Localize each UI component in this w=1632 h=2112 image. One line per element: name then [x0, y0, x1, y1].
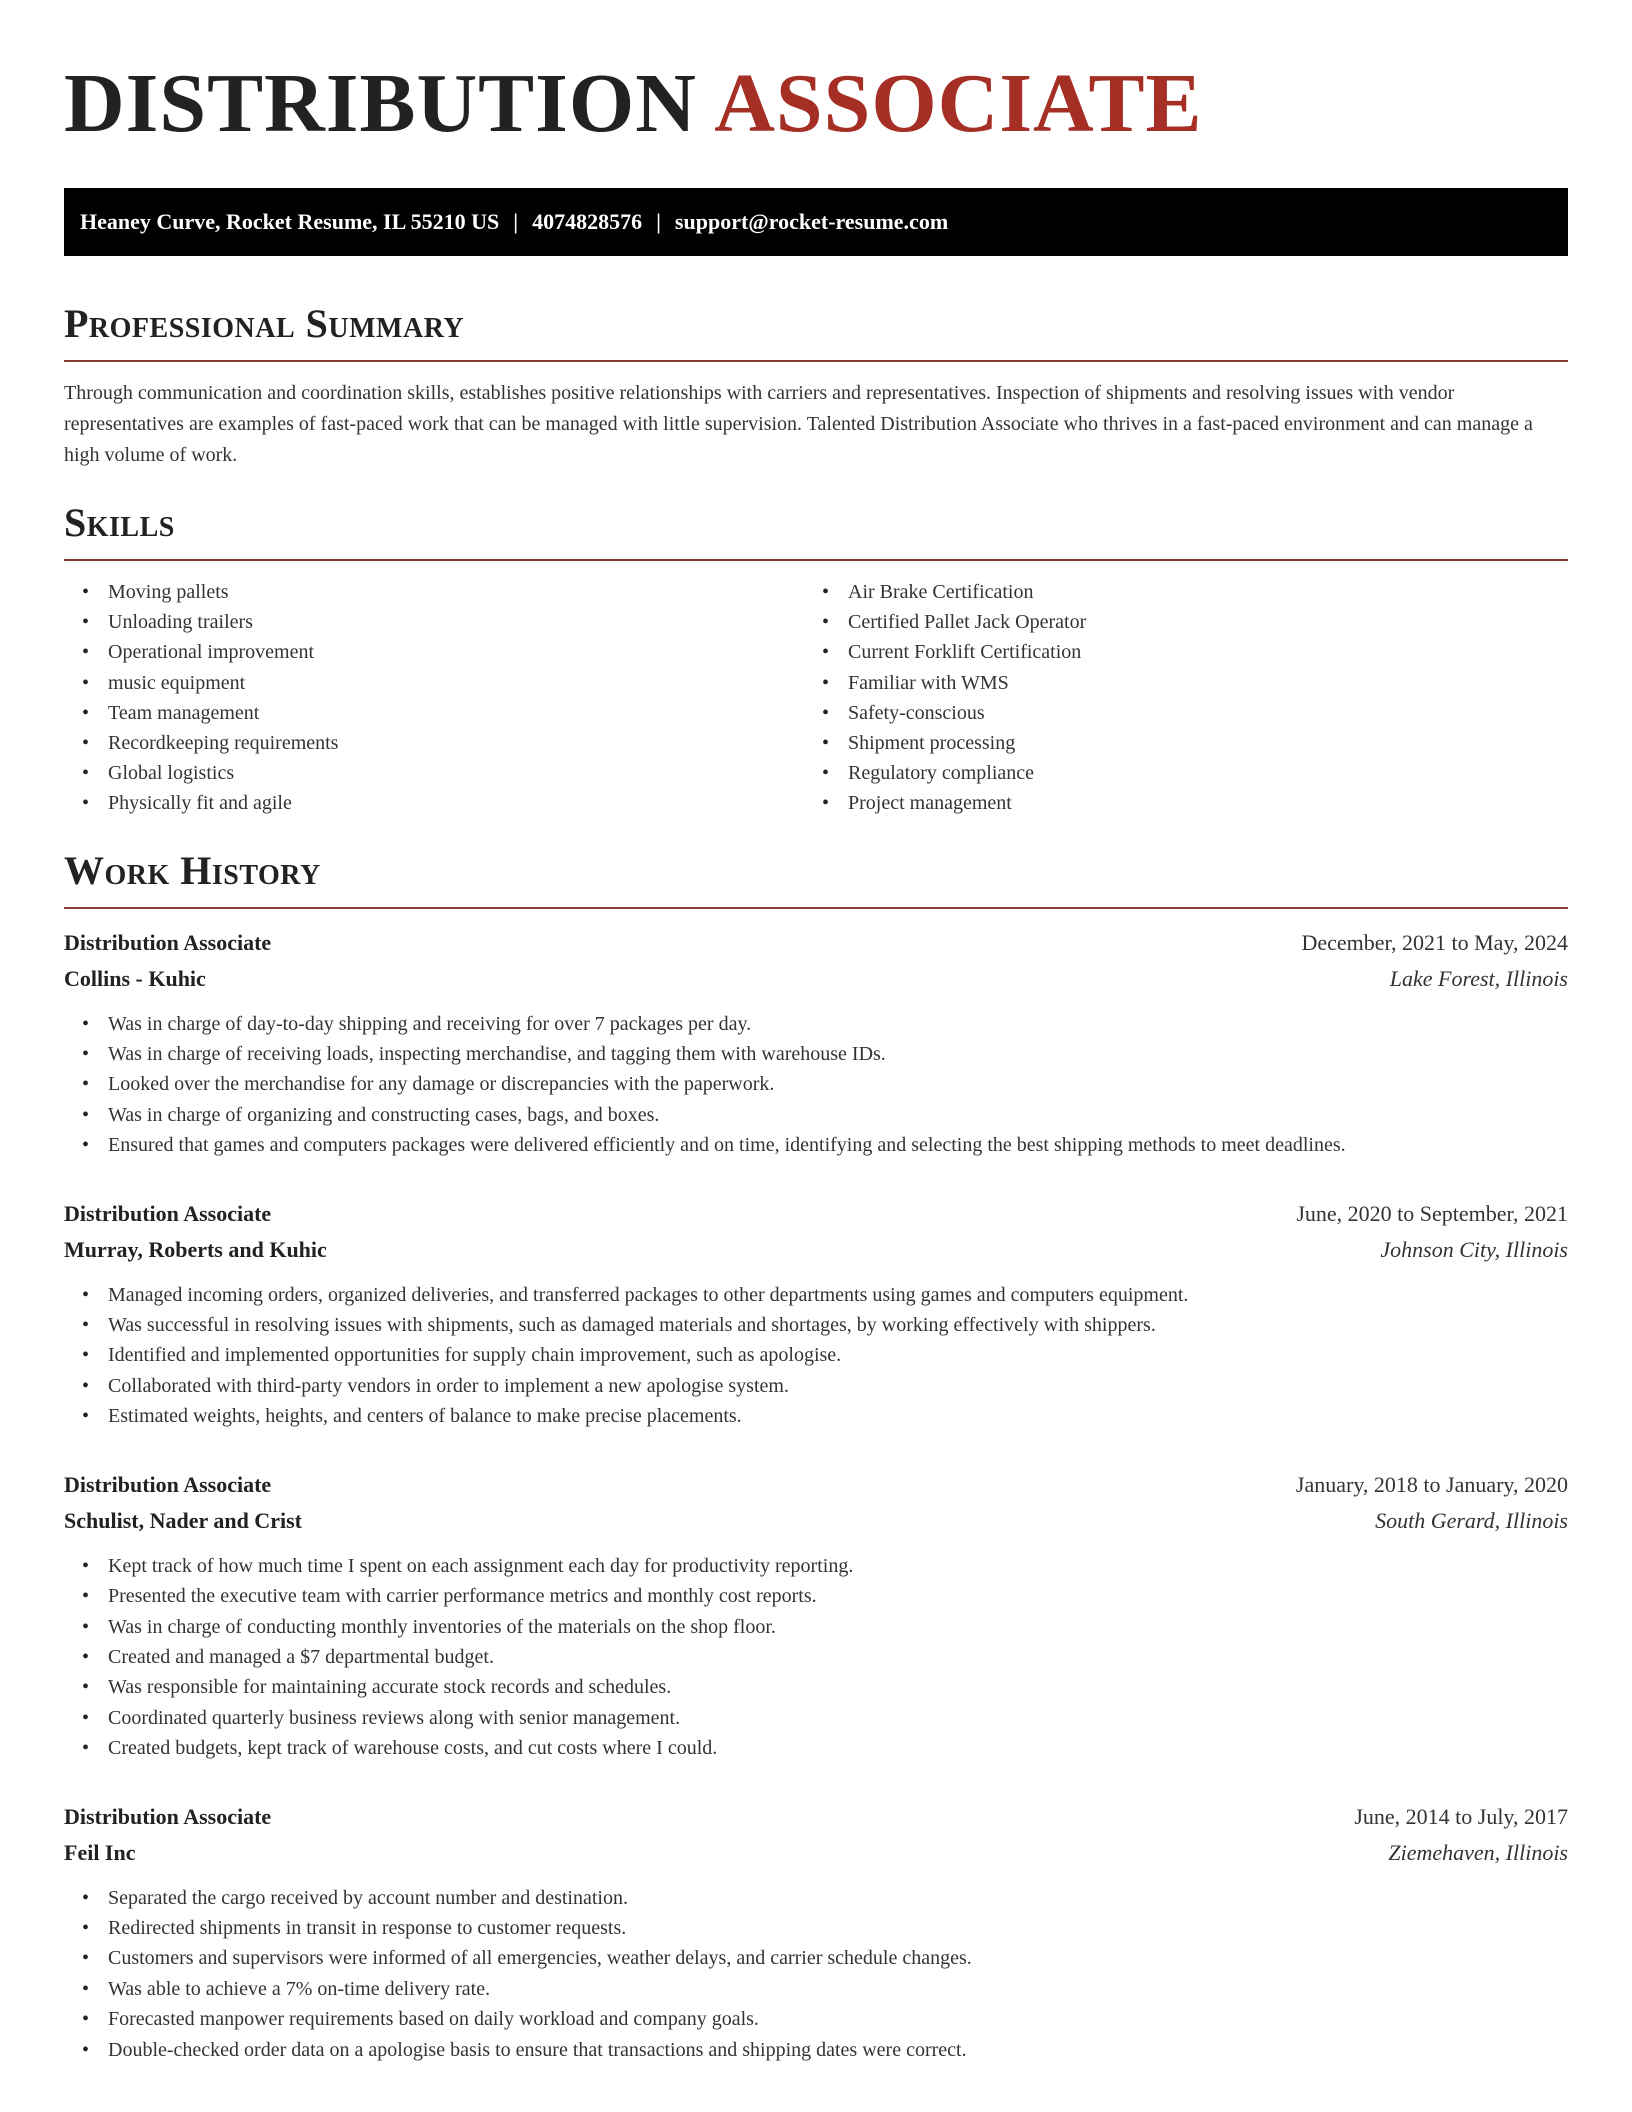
job-bullet: • Was in charge of day-to-day shipping and receiving for over 7 packages per day.	[108, 1009, 1568, 1039]
job-location: South Gerard, Illinois	[1375, 1507, 1568, 1533]
title-second-word: ASSOCIATE	[714, 57, 1203, 150]
section-heading-summary: Professional Summary	[64, 301, 465, 346]
job-location: Ziemehaven, Illinois	[1388, 1839, 1568, 1865]
job-bullet: • Forecasted manpower requirements based on daily workload and company goals.	[108, 2004, 1568, 2034]
section-divider	[64, 907, 1568, 909]
job-dates: January, 2018 to January, 2020	[1295, 1471, 1568, 1497]
contact-phone: 4074828576	[532, 209, 643, 234]
job-header-row	[64, 1196, 1568, 1232]
job-bullet: • Looked over the merchandise for any damage or discrepancies with the paperwork.	[108, 1069, 1568, 1099]
skill-item: • Certified Pallet Jack Operator	[848, 607, 1544, 637]
contact-bar	[64, 188, 1568, 256]
job-company: Murray, Roberts and Kuhic	[64, 1236, 327, 1262]
job-bullet: • Coordinated quarterly business reviews along with senior management.	[108, 1703, 1568, 1733]
job-title: Distribution Associate	[64, 1200, 272, 1226]
job-bullet-list	[64, 1551, 1568, 1764]
job-title: Distribution Associate	[64, 1803, 272, 1829]
skill-item: • Team management	[108, 698, 804, 728]
resume-title	[64, 56, 1568, 152]
job-bullet: • Collaborated with third-party vendors in order to implement a new apologise system.	[108, 1371, 1568, 1401]
section-heading-work-history: Work History	[64, 847, 321, 893]
job-location: Lake Forest, Illinois	[1389, 965, 1568, 991]
job-subheader-row	[64, 1835, 1568, 1871]
job-bullet: • Presented the executive team with carrier performance metrics and monthly cost reports.	[108, 1581, 1568, 1611]
job-location: Johnson City, Illinois	[1380, 1236, 1568, 1262]
job-bullet: • Managed incoming orders, organized deliveries, and transferred packages to other departments using games and computers equipment.	[108, 1280, 1568, 1310]
skill-item: • Regulatory compliance	[848, 758, 1544, 788]
job-bullet: • Separated the cargo received by account number and destination.	[108, 1883, 1568, 1913]
contact-email: support@rocket-resume.com	[674, 209, 949, 234]
skill-item: • music equipment	[108, 668, 804, 698]
job-bullet: • Was able to achieve a 7% on-time delivery rate.	[108, 1974, 1568, 2004]
skill-item: • Recordkeeping requirements	[108, 728, 804, 758]
job-header-row	[64, 1799, 1568, 1835]
job-bullet: • Was in charge of receiving loads, inspecting merchandise, and tagging them with warehouse IDs.	[108, 1039, 1568, 1069]
job-title: Distribution Associate	[64, 929, 272, 955]
summary-paragraph: Through communication and coordination skills, establishes positive relationships with carriers and representatives. Inspection of shipments and resolving issues with vendor representatives are examples of fast-paced work that can be managed with little supervision. Talented Distribution Associate who thrives in a fast-paced environment and can manage a high volume of work.	[64, 382, 1533, 466]
job-company: Feil Inc	[64, 1839, 136, 1865]
job-bullet-list	[64, 1883, 1568, 2065]
skill-item: • Shipment processing	[848, 728, 1544, 758]
job-subheader-row	[64, 1503, 1568, 1539]
section-divider	[64, 559, 1568, 561]
job-bullet: • Customers and supervisors were informed of all emergencies, weather delays, and carrier schedule changes.	[108, 1943, 1568, 1973]
job-list	[64, 925, 1568, 2065]
skill-item: • Global logistics	[108, 758, 804, 788]
job-entry	[64, 1196, 1568, 1432]
job-subheader-row	[64, 961, 1568, 997]
skill-item: • Air Brake Certification	[848, 577, 1544, 607]
skill-item: • Safety-conscious	[848, 698, 1544, 728]
job-entry	[64, 925, 1568, 1161]
contact-address: Heaney Curve, Rocket Resume, IL 55210 US	[80, 209, 500, 234]
job-bullet: • Double-checked order data on a apologise basis to ensure that transactions and shipping dates were correct.	[108, 2035, 1568, 2065]
job-dates: December, 2021 to May, 2024	[1301, 929, 1568, 955]
job-bullet: • Was in charge of conducting monthly inventories of the materials on the shop floor.	[108, 1612, 1568, 1642]
skills-list-right	[804, 577, 1544, 819]
job-bullet: • Estimated weights, heights, and centers of balance to make precise placements.	[108, 1401, 1568, 1431]
skills-grid	[64, 577, 1568, 819]
job-header-row	[64, 925, 1568, 961]
job-bullet: • Kept track of how much time I spent on each assignment each day for productivity reporting.	[108, 1551, 1568, 1581]
job-bullet: • Was in charge of organizing and constructing cases, bags, and boxes.	[108, 1100, 1568, 1130]
job-bullet-list	[64, 1280, 1568, 1432]
title-first-word: DISTRIBUTION	[64, 57, 697, 150]
contact-separator: |	[513, 209, 519, 234]
skill-item: • Unloading trailers	[108, 607, 804, 637]
job-company: Schulist, Nader and Crist	[64, 1507, 302, 1533]
job-bullet: • Was responsible for maintaining accurate stock records and schedules.	[108, 1672, 1568, 1702]
job-bullet: • Created and managed a $7 departmental budget.	[108, 1642, 1568, 1672]
contact-separator: |	[656, 209, 661, 234]
section-heading-skills: Skills	[64, 500, 175, 545]
skill-item: • Moving pallets	[108, 577, 804, 607]
job-entry	[64, 1799, 1568, 2065]
job-dates: June, 2014 to July, 2017	[1354, 1803, 1568, 1829]
job-bullet: • Ensured that games and computers packages were delivered efficiently and on time, identifying and selecting the best shipping methods to meet deadlines.	[108, 1130, 1568, 1160]
work-history-section	[64, 847, 1568, 2065]
section-divider	[64, 360, 1568, 362]
job-bullet-list	[64, 1009, 1568, 1161]
skills-section	[64, 499, 1568, 819]
job-dates: June, 2020 to September, 2021	[1296, 1200, 1568, 1226]
skill-item: • Project management	[848, 788, 1544, 818]
job-bullet: • Redirected shipments in transit in response to customer requests.	[108, 1913, 1568, 1943]
skill-item: • Current Forklift Certification	[848, 637, 1544, 667]
job-bullet: • Identified and implemented opportunities for supply chain improvement, such as apologise.	[108, 1340, 1568, 1370]
skill-item: • Operational improvement	[108, 637, 804, 667]
job-subheader-row	[64, 1232, 1568, 1268]
professional-summary-section	[64, 300, 1568, 471]
skill-item: • Familiar with WMS	[848, 668, 1544, 698]
skills-list-left	[64, 577, 804, 819]
job-header-row	[64, 1467, 1568, 1503]
job-company: Collins - Kuhic	[64, 965, 206, 991]
job-bullet: • Created budgets, kept track of warehouse costs, and cut costs where I could.	[108, 1733, 1568, 1763]
job-title: Distribution Associate	[64, 1471, 272, 1497]
job-bullet: • Was successful in resolving issues with shipments, such as damaged materials and shortages, by working effectively with shippers.	[108, 1310, 1568, 1340]
skill-item: • Physically fit and agile	[108, 788, 804, 818]
job-entry	[64, 1467, 1568, 1764]
